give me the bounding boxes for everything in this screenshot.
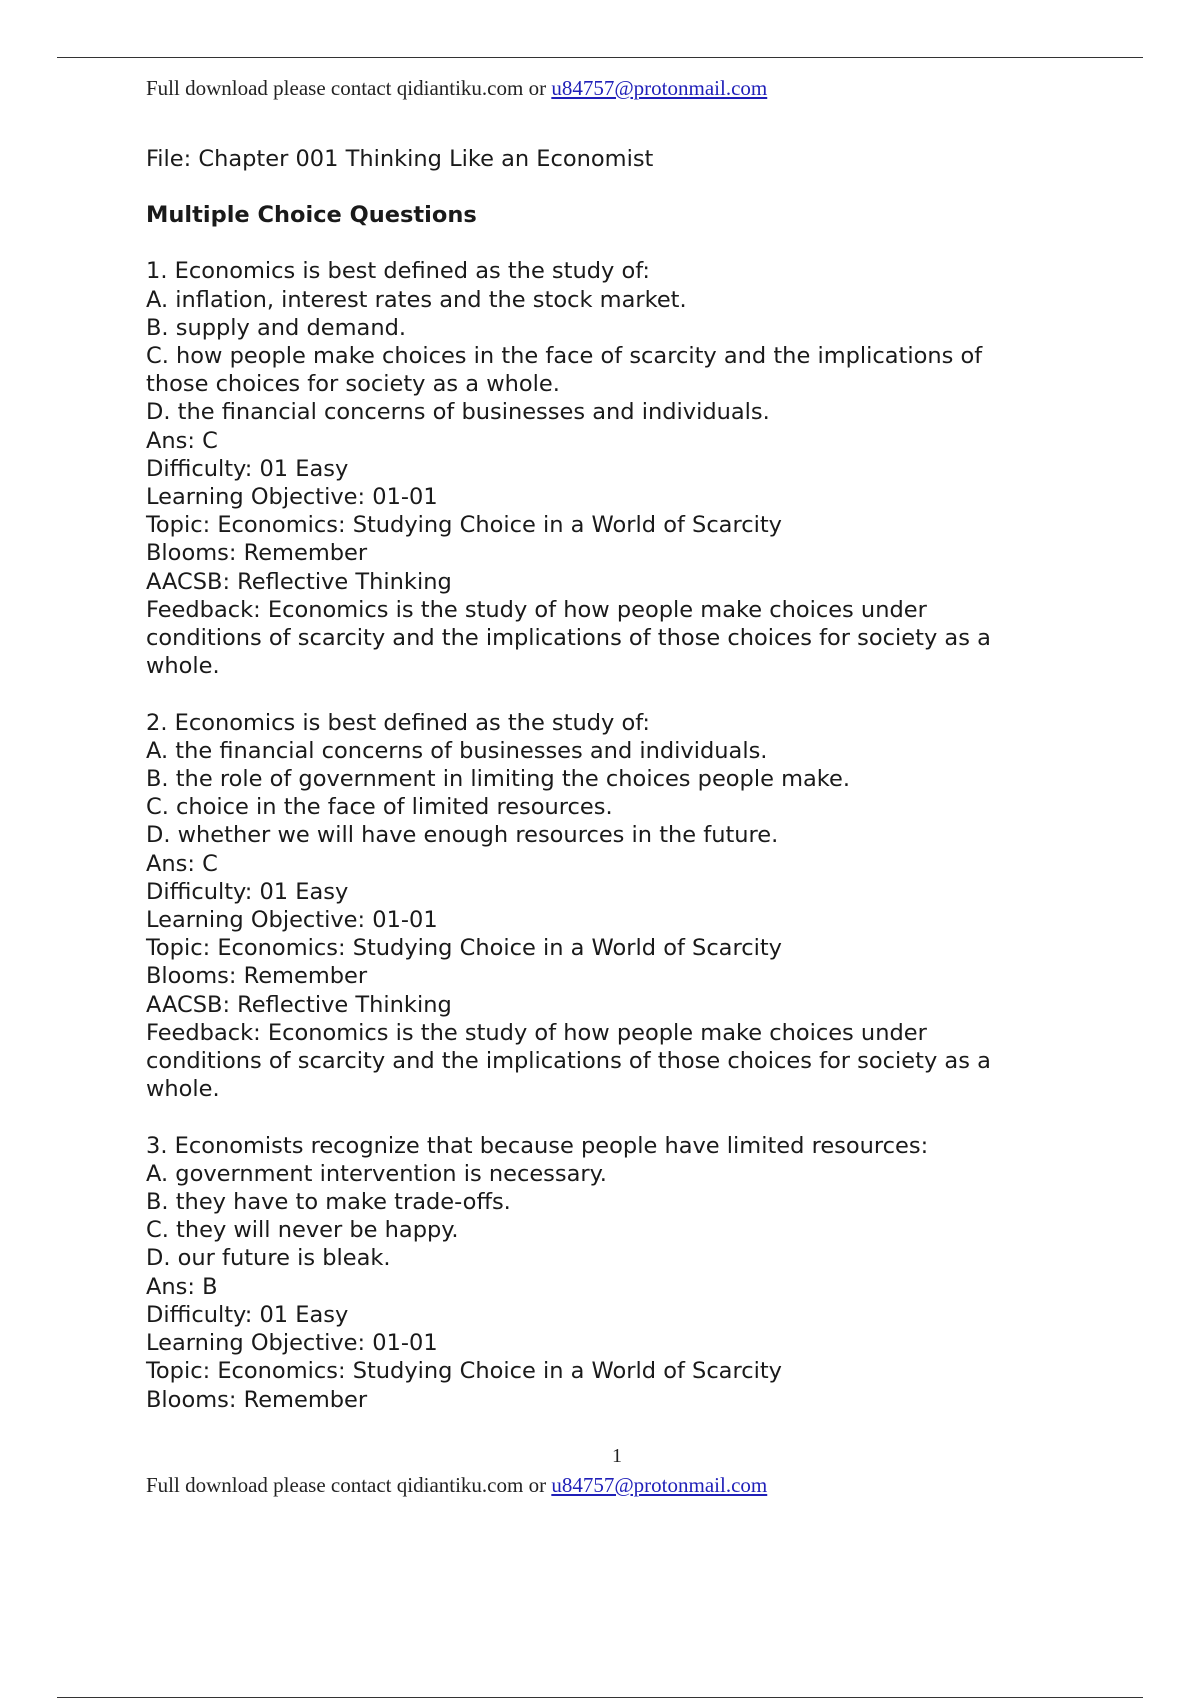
question-line: Difficulty: 01 Easy xyxy=(146,878,349,905)
question-line: those choices for society as a whole. xyxy=(146,371,560,398)
question-block xyxy=(146,709,1086,1104)
top-rule xyxy=(57,57,1143,58)
question-line: A. government intervention is necessary. xyxy=(146,1160,607,1187)
question-line: conditions of scarcity and the implications of those choices for society as a xyxy=(146,625,991,652)
question-line: Blooms: Remember xyxy=(146,540,368,567)
question-line: A. the financial concerns of businesses and individuals. xyxy=(146,737,768,764)
question-line: Topic: Economics: Studying Choice in a World of Scarcity xyxy=(146,1358,782,1385)
header-banner xyxy=(146,75,767,101)
question-line: B. the role of government in limiting the choices people make. xyxy=(146,766,851,793)
question-line: Learning Objective: 01-01 xyxy=(146,484,438,511)
question-line: Difficulty: 01 Easy xyxy=(146,1301,349,1328)
question-line: conditions of scarcity and the implications of those choices for society as a xyxy=(146,1048,991,1075)
question-line: Ans: B xyxy=(146,1273,218,1300)
question-list xyxy=(146,257,1086,1413)
question-line: Difficulty: 01 Easy xyxy=(146,455,349,482)
question-line: Blooms: Remember xyxy=(146,963,368,990)
question-line: Learning Objective: 01-01 xyxy=(146,907,438,934)
question-line: B. supply and demand. xyxy=(146,314,407,341)
question-line: B. they have to make trade-offs. xyxy=(146,1189,511,1216)
question-line: D. our future is bleak. xyxy=(146,1245,391,1272)
question-line: 1. Economics is best defined as the study of: xyxy=(146,258,650,285)
question-line: C. choice in the face of limited resources. xyxy=(146,794,613,821)
question-line: Blooms: Remember xyxy=(146,1386,368,1413)
question-line: Topic: Economics: Studying Choice in a World of Scarcity xyxy=(146,935,782,962)
question-line: whole. xyxy=(146,653,220,680)
question-line: 2. Economics is best defined as the study of: xyxy=(146,709,650,736)
question-block xyxy=(146,257,1086,680)
file-title: File: Chapter 001 Thinking Like an Economist xyxy=(146,146,654,172)
question-block xyxy=(146,1132,1086,1414)
section-heading: Multiple Choice Questions xyxy=(146,202,477,229)
question-line: whole. xyxy=(146,1076,220,1103)
page-number: 1 xyxy=(612,1445,622,1467)
question-line: C. how people make choices in the face of scarcity and the implications of xyxy=(146,343,983,370)
question-line: Learning Objective: 01-01 xyxy=(146,1330,438,1357)
bottom-rule xyxy=(57,1697,1143,1698)
footer-banner xyxy=(146,1472,767,1498)
question-line: Ans: C xyxy=(146,850,218,877)
question-line: Ans: C xyxy=(146,427,218,454)
footer-email-link[interactable]: u84757@protonmail.com xyxy=(551,1473,768,1497)
question-line: D. whether we will have enough resources in the future. xyxy=(146,822,779,849)
question-line: D. the financial concerns of businesses and individuals. xyxy=(146,399,770,426)
question-line: AACSB: Reflective Thinking xyxy=(146,991,452,1018)
question-line: A. inflation, interest rates and the stock market. xyxy=(146,286,687,313)
header-text: Full download please contact qidiantiku.com or xyxy=(146,76,552,100)
footer-text: Full download please contact qidiantiku.com or xyxy=(146,1473,552,1497)
question-line: C. they will never be happy. xyxy=(146,1217,459,1244)
header-email-link[interactable]: u84757@protonmail.com xyxy=(551,76,768,100)
page-content xyxy=(146,145,1086,1414)
question-line: Topic: Economics: Studying Choice in a World of Scarcity xyxy=(146,512,782,539)
question-line: 3. Economists recognize that because people have limited resources: xyxy=(146,1132,929,1159)
question-line: Feedback: Economics is the study of how people make choices under xyxy=(146,1019,927,1046)
question-line: AACSB: Reflective Thinking xyxy=(146,568,452,595)
question-line: Feedback: Economics is the study of how people make choices under xyxy=(146,596,927,623)
